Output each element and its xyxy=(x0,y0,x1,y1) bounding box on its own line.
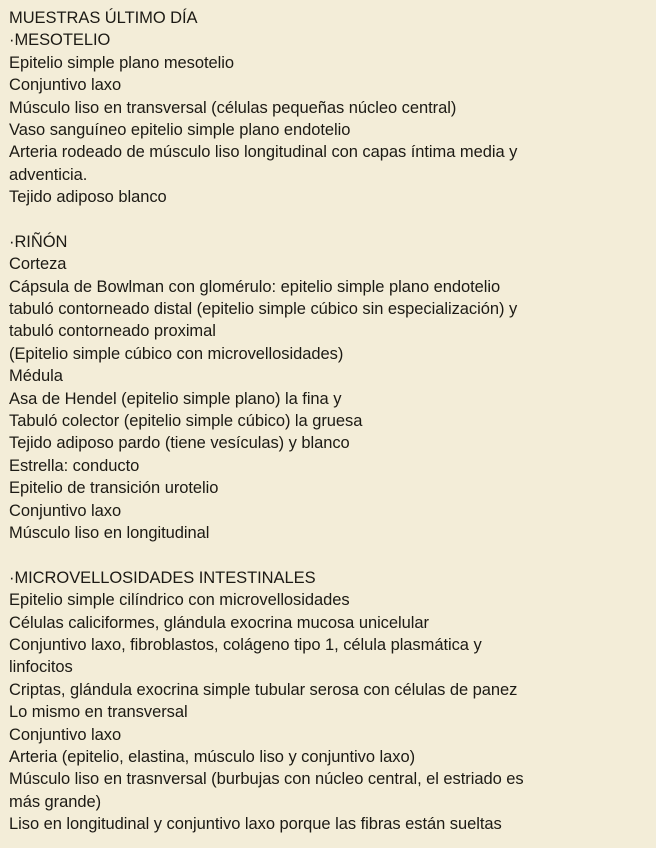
note-line: Epitelio simple cilíndrico con microvellosidades xyxy=(9,591,350,610)
note-line: Asa de Hendel (epitelio simple plano) la fina y xyxy=(9,389,342,408)
note-line: Conjuntivo laxo, fibroblastos, colágeno tipo 1, célula plasmática y xyxy=(9,635,482,654)
section-heading-microvellosidades: ·MICROVELLOSIDADES INTESTINALES xyxy=(9,568,316,587)
note-line: Arteria (epitelio, elastina, músculo liso y conjuntivo laxo) xyxy=(9,747,416,766)
note-line: Conjuntivo laxo xyxy=(9,501,122,520)
note-line: tabuló contorneado proximal xyxy=(9,322,216,341)
note-line: Conjuntivo laxo xyxy=(9,76,122,95)
note-line: Tabuló colector (epitelio simple cúbico) la gruesa xyxy=(9,412,363,431)
note-line: Tejido adiposo blanco xyxy=(9,188,167,207)
section-heading-mesotelio: ·MESOTELIO xyxy=(9,31,111,50)
note-line: Liso en longitudinal y conjuntivo laxo porque las fibras están sueltas xyxy=(9,815,502,834)
note-line: Médula xyxy=(9,367,63,386)
note-line: Tejido adiposo pardo (tiene vesículas) y blanco xyxy=(9,434,350,453)
note-line: más grande) xyxy=(9,792,102,811)
note-line: tabuló contorneado distal (epitelio simple cúbico sin especialización) y xyxy=(9,300,518,319)
note-line: Músculo liso en transversal (células pequeñas núcleo central) xyxy=(9,98,457,117)
blank-line xyxy=(9,209,656,231)
section-heading-rinon: ·RIÑÓN xyxy=(9,232,68,251)
note-line: (Epitelio simple cúbico con microvellosidades) xyxy=(9,344,344,363)
note-line: Cápsula de Bowlman con glomérulo: epitelio simple plano endotelio xyxy=(9,277,501,296)
note-line: Estrella: conducto xyxy=(9,456,140,475)
note-line: Músculo liso en longitudinal xyxy=(9,523,210,542)
note-line: Epitelio simple plano mesotelio xyxy=(9,53,234,72)
note-line: Epitelio de transición urotelio xyxy=(9,479,219,498)
note-line: Músculo liso en trasnversal (burbujas con núcleo central, el estriado es xyxy=(9,770,524,789)
note-title: MUESTRAS ÚLTIMO DÍA xyxy=(9,9,198,27)
note-line: Lo mismo en transversal xyxy=(9,703,188,722)
note-line: Células caliciformes, glándula exocrina mucosa unicelular xyxy=(9,613,429,632)
note-line: Vaso sanguíneo epitelio simple plano endotelio xyxy=(9,120,351,139)
note-line: Criptas, glándula exocrina simple tubular serosa con células de panez xyxy=(9,680,518,699)
blank-line xyxy=(9,544,656,566)
note-line: Corteza xyxy=(9,255,67,274)
note-line: adventicia. xyxy=(9,165,88,184)
note-line: Arteria rodeado de músculo liso longitudinal con capas íntima media y xyxy=(9,143,518,162)
note-line: Conjuntivo laxo xyxy=(9,725,122,744)
note-line: linfocitos xyxy=(9,658,73,677)
